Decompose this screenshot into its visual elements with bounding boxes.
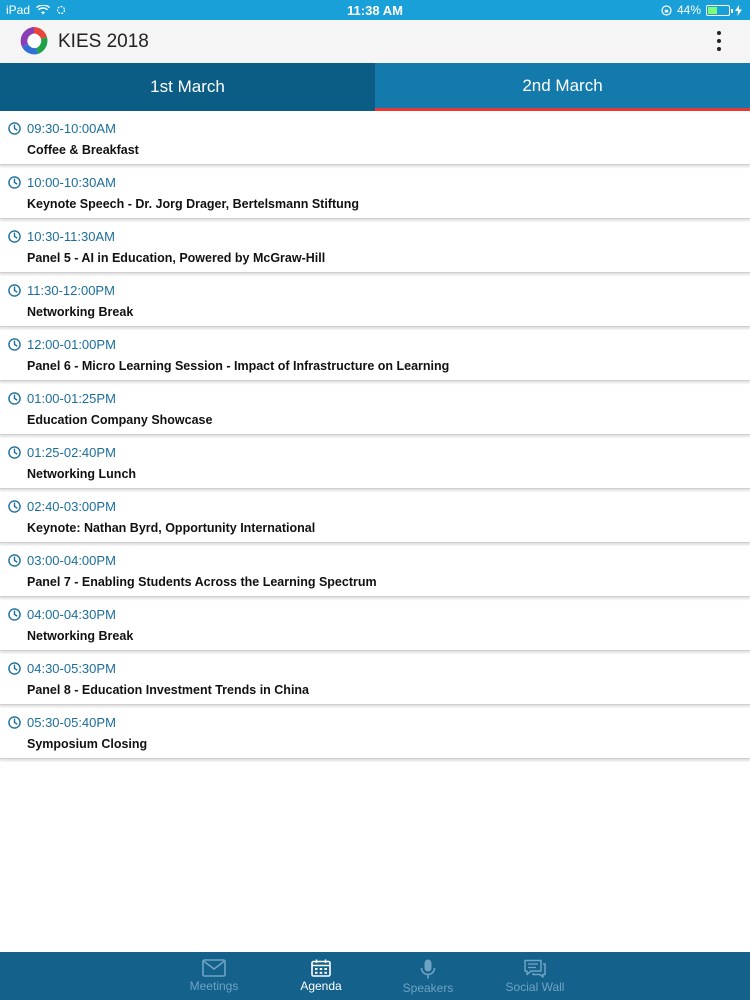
clock-icon	[8, 500, 21, 513]
microphone-icon	[420, 959, 436, 979]
clock-icon	[8, 338, 21, 351]
agenda-time: 04:30-05:30PM	[27, 661, 116, 676]
agenda-time: 01:00-01:25PM	[27, 391, 116, 406]
agenda-title: Keynote: Nathan Byrd, Opportunity International	[27, 521, 316, 535]
clock-icon	[8, 122, 21, 135]
agenda-title: Panel 7 - Enabling Students Across the Learning Spectrum	[27, 575, 377, 589]
app-title: KIES 2018	[58, 31, 149, 52]
agenda-title: Networking Lunch	[27, 467, 137, 481]
battery-percent: 44%	[676, 3, 701, 17]
agenda-time: 04:00-04:30PM	[27, 607, 116, 622]
battery-level	[708, 7, 717, 14]
status-time: 11:38 AM	[347, 2, 403, 18]
agenda-time: 12:00-01:00PM	[27, 337, 116, 352]
agenda-item[interactable]	[0, 709, 750, 759]
status-bar	[0, 0, 750, 20]
agenda-time: 01:25-02:40PM	[27, 445, 116, 460]
agenda-item[interactable]	[0, 547, 750, 597]
tab-2nd-march[interactable]: 2nd March	[375, 63, 750, 111]
agenda-item[interactable]	[0, 655, 750, 705]
agenda-item[interactable]	[0, 601, 750, 651]
agenda-time: 10:30-11:30AM	[27, 229, 115, 244]
agenda-time: 05:30-05:40PM	[27, 715, 116, 730]
battery-icon	[706, 5, 730, 16]
agenda-item[interactable]	[0, 385, 750, 435]
clock-icon	[8, 392, 21, 405]
overflow-menu-icon[interactable]	[716, 31, 722, 51]
nav-meetings-label: Meetings	[189, 979, 239, 993]
agenda-item[interactable]	[0, 169, 750, 219]
envelope-icon	[202, 959, 226, 977]
app-bar	[0, 20, 750, 63]
agenda-title: Panel 8 - Education Investment Trends in China	[27, 683, 310, 697]
clock-icon	[8, 554, 21, 567]
agenda-list	[0, 115, 750, 763]
bottom-nav	[0, 952, 750, 1000]
device-label: iPad	[6, 3, 31, 17]
agenda-time: 03:00-04:00PM	[27, 553, 116, 568]
rotation-lock-icon	[661, 5, 672, 16]
agenda-item[interactable]	[0, 277, 750, 327]
clock-icon	[8, 176, 21, 189]
agenda-time: 11:30-12:00PM	[27, 283, 115, 298]
nav-speakers-label: Speakers	[402, 981, 454, 995]
agenda-title: Panel 6 - Micro Learning Session - Impact of Infrastructure on Learning	[27, 359, 450, 373]
day-tabs	[0, 63, 750, 111]
kies-logo-icon	[19, 26, 49, 56]
agenda-time: 02:40-03:00PM	[27, 499, 116, 514]
agenda-item[interactable]	[0, 439, 750, 489]
charging-icon	[735, 5, 742, 16]
agenda-title: Panel 5 - AI in Education, Powered by McGraw-Hill	[27, 251, 326, 265]
agenda-title: Education Company Showcase	[27, 413, 213, 427]
nav-social-wall[interactable]	[490, 952, 580, 1000]
agenda-time: 10:00-10:30AM	[27, 175, 116, 190]
agenda-title: Coffee & Breakfast	[27, 143, 139, 157]
agenda-time: 09:30-10:00AM	[27, 121, 116, 136]
agenda-title: Networking Break	[27, 305, 134, 319]
calendar-icon	[311, 959, 331, 977]
clock-icon	[8, 662, 21, 675]
chat-icon	[524, 959, 546, 978]
agenda-item[interactable]	[0, 493, 750, 543]
clock-icon	[8, 230, 21, 243]
clock-icon	[8, 284, 21, 297]
nav-agenda-label: Agenda	[300, 979, 342, 993]
agenda-item[interactable]	[0, 115, 750, 165]
nav-social-wall-label: Social Wall	[505, 980, 565, 994]
nav-agenda[interactable]	[276, 952, 366, 1000]
nav-speakers[interactable]	[383, 952, 473, 1000]
agenda-item[interactable]	[0, 223, 750, 273]
clock-icon	[8, 608, 21, 621]
agenda-title: Networking Break	[27, 629, 134, 643]
agenda-title: Symposium Closing	[27, 737, 148, 751]
tab-1st-march[interactable]: 1st March	[0, 63, 375, 111]
agenda-title: Keynote Speech - Dr. Jorg Drager, Bertelsmann Stiftung	[27, 197, 360, 211]
clock-icon	[8, 716, 21, 729]
agenda-item[interactable]	[0, 331, 750, 381]
nav-meetings[interactable]	[169, 952, 259, 1000]
clock-icon	[8, 446, 21, 459]
